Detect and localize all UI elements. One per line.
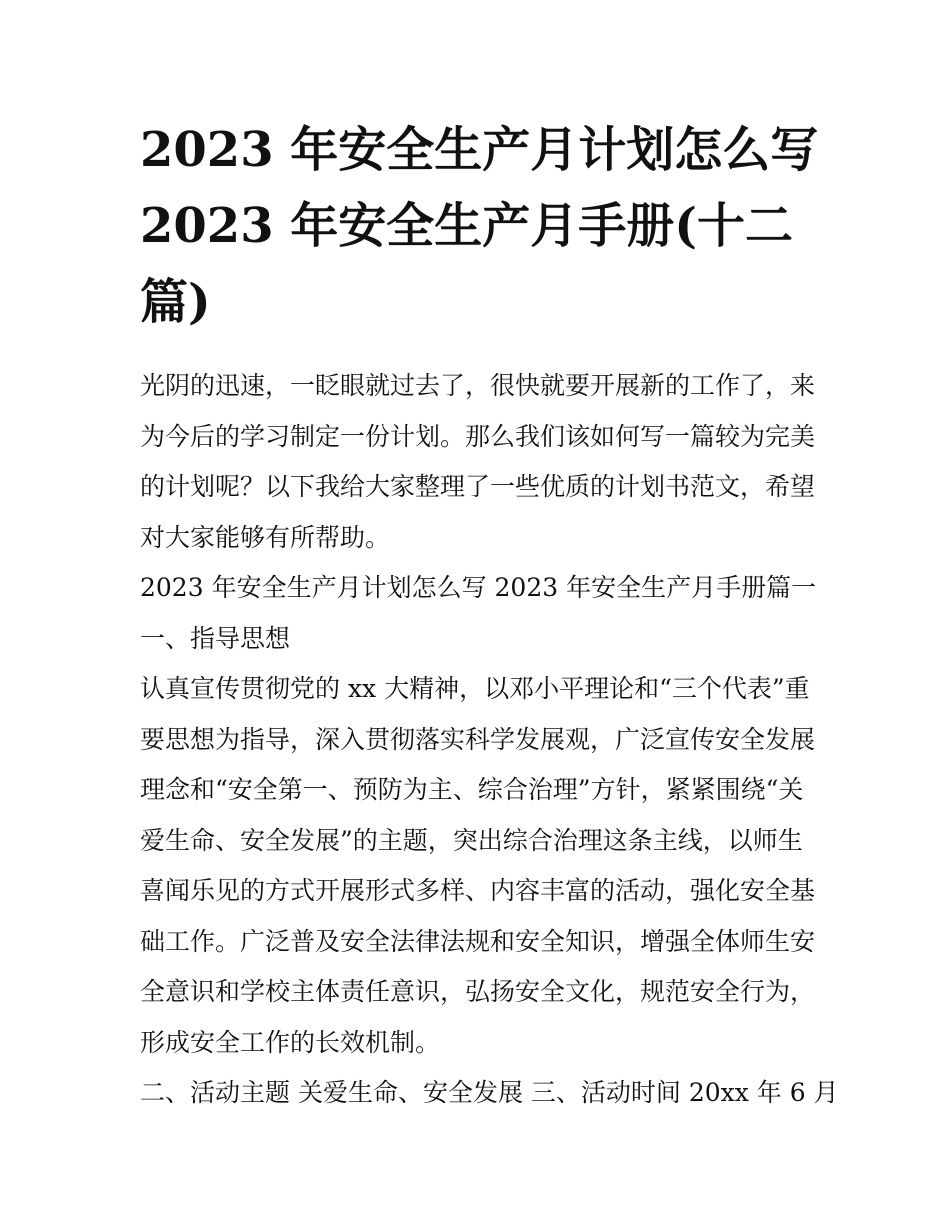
text-line: 础工作。广泛普及安全法律法规和安全知识，增强全体师生安 bbox=[140, 926, 816, 956]
text-line: 要思想为指导，深入贯彻落实科学发展观，广泛宣传安全发展 bbox=[140, 724, 816, 754]
text-line: 对大家能够有所帮助。 bbox=[140, 522, 391, 552]
text-line: 一、指导思想 bbox=[140, 623, 291, 653]
subsection-heading bbox=[140, 614, 816, 665]
text-line: 理念和“安全第一、预防为主、综合治理”方针，紧紧围绕“关 bbox=[140, 775, 804, 804]
text-line: 认真宣传贯彻党的 xx 大精神，以邓小平理论和“三个代表”重 bbox=[140, 674, 810, 703]
section-heading bbox=[140, 563, 816, 614]
text-line: 全意识和学校主体责任意识，弘扬安全文化，规范安全行为， bbox=[140, 977, 816, 1006]
text-line: 2023 年安全生产月计划怎么写 2023 年安全生产月手册篇一 bbox=[140, 573, 817, 602]
activity-theme-paragraph bbox=[140, 1068, 839, 1119]
text-line: 二、活动主题 关爱生命、安全发展 三、活动时间 20xx 年 6 月 bbox=[140, 1078, 839, 1107]
text-line: 形成安全工作的长效机制。 bbox=[140, 1027, 441, 1057]
text-line: 的计划呢？以下我给大家整理了一些优质的计划书范文，希望 bbox=[140, 472, 816, 501]
title-line: 2023 年安全生产月手册(十二 bbox=[140, 198, 794, 254]
text-line: 喜闻乐见的方式开展形式多样、内容丰富的活动，强化安全基 bbox=[140, 876, 816, 905]
document-title bbox=[140, 112, 819, 340]
text-line: 为今后的学习制定一份计划。那么我们该如何写一篇较为完美 bbox=[140, 421, 816, 451]
document-page bbox=[140, 112, 839, 1119]
document-body bbox=[140, 361, 839, 1119]
text-line: 光阴的迅速，一眨眼就过去了，很快就要开展新的工作了，来 bbox=[140, 371, 816, 400]
intro-paragraph bbox=[140, 361, 816, 563]
guiding-ideology-paragraph bbox=[140, 664, 816, 1068]
title-line: 篇) bbox=[140, 274, 211, 330]
title-line: 2023 年安全生产月计划怎么写 bbox=[140, 122, 819, 178]
text-line: 爱生命、安全发展”的主题，突出综合治理这条主线，以师生 bbox=[140, 825, 803, 855]
